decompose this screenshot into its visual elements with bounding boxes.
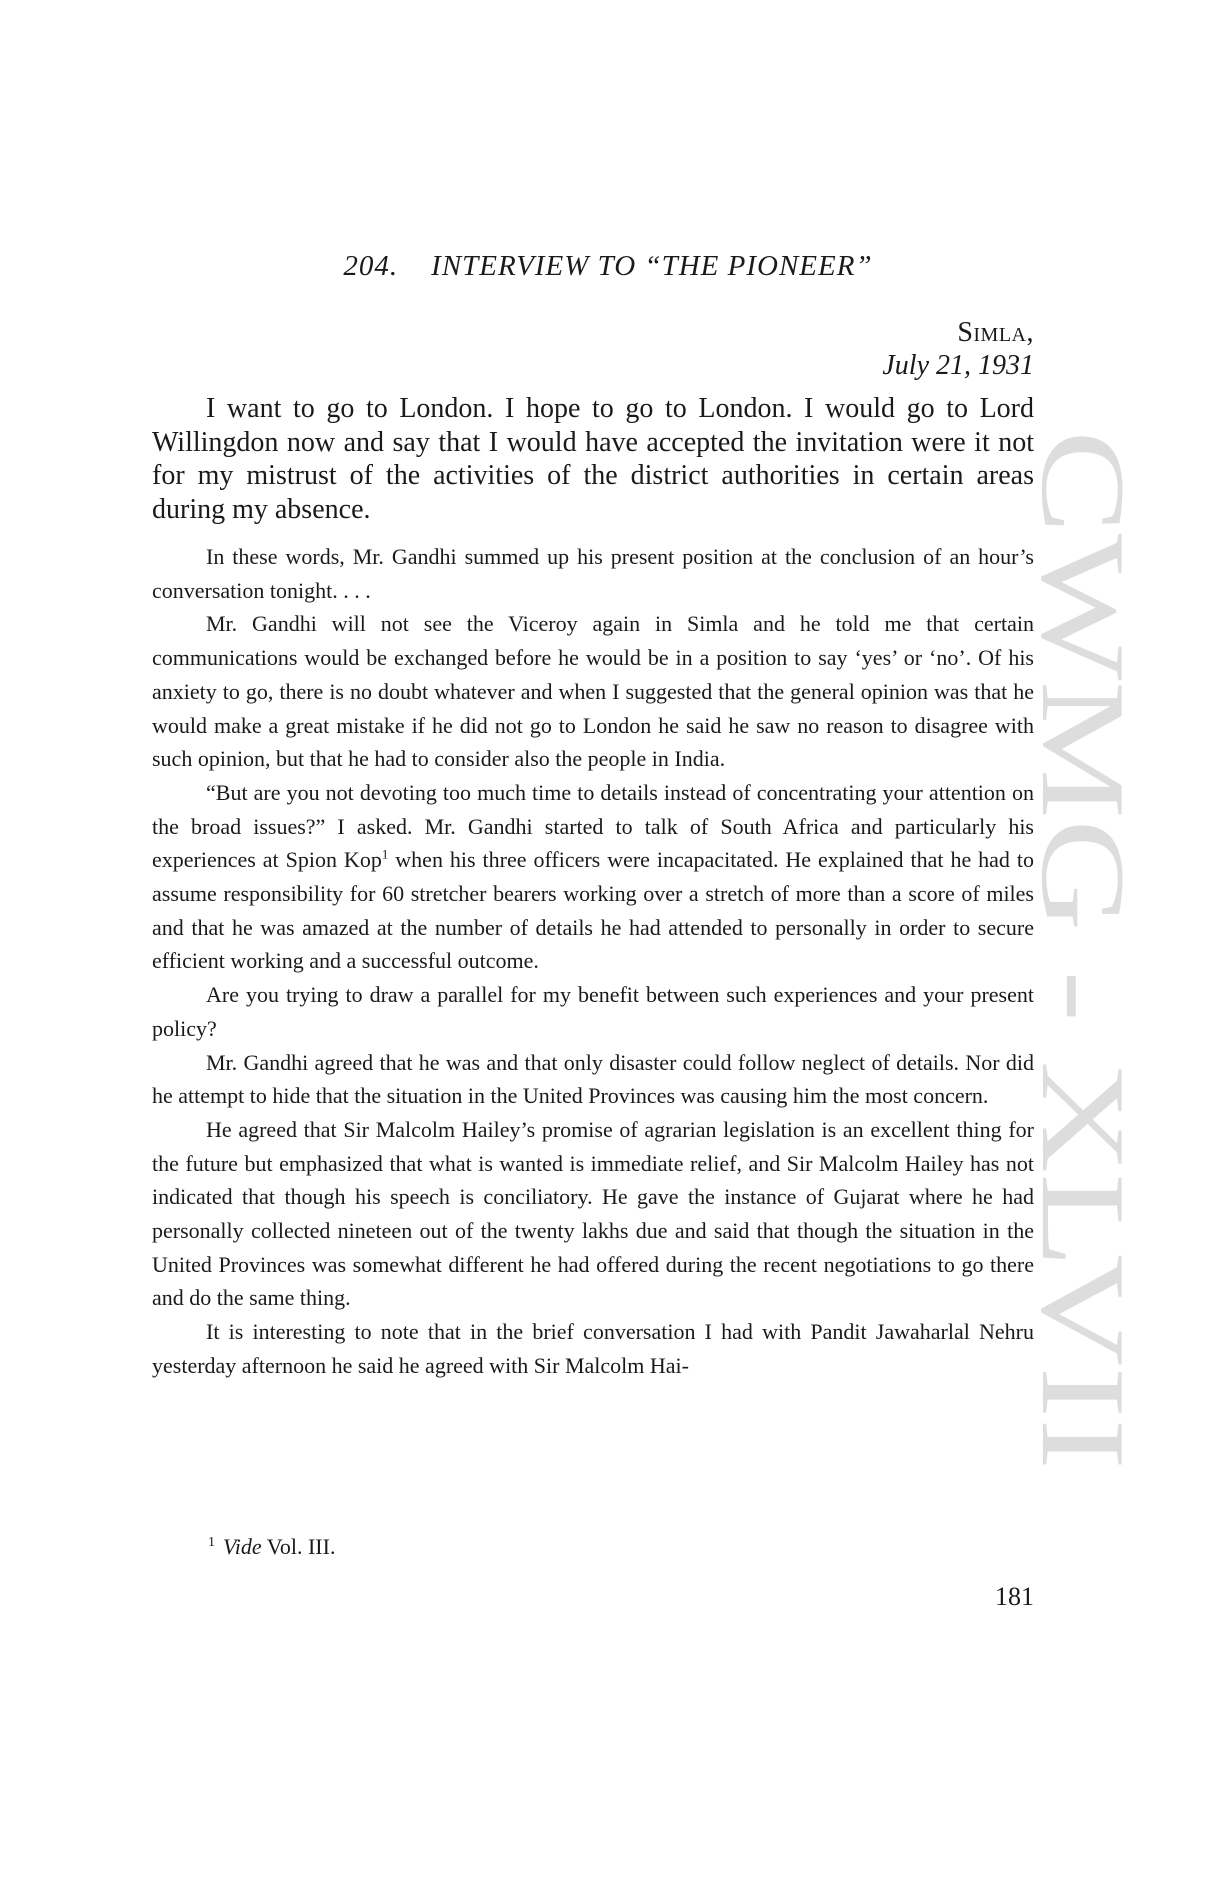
paragraph-text: “But are you not devoting too much time to details instead of concentrating your attention on the broad issues?” I asked. Mr. Gandhi started to talk of South Africa and particularly his experiences at Spion Kop [152, 779, 1034, 873]
page-number: 181 [995, 1582, 1034, 1611]
paragraph: He agreed that Sir Malcolm Hailey’s promise of agrarian legislation is an excellent thing for the future but emphasized that what is wanted is immediate relief, and Sir Malcolm Hailey has not indicated that though his speech is conciliatory. He gave the instance of Gujarat where he had personally collected nineteen out of the twenty lakhs due and said that though the situation in the United Provinces was somewhat different he had offered during the recent negotiations to go there and do the same thing. [152, 1116, 1034, 1311]
dateline-place: Simla, [957, 317, 1034, 348]
footnote-ref: 1 [381, 847, 389, 862]
watermark [1003, 430, 1203, 1480]
footnote-text: Vol. III. [266, 1534, 336, 1559]
paragraph: Are you trying to draw a parallel for my benefit between such experiences and your present policy? [152, 982, 1034, 1041]
heading-number: 204. [343, 250, 399, 282]
dateline-date: July 21, 1931 [882, 350, 1034, 381]
paragraph: Mr. Gandhi will not see the Viceroy again in Simla and he told me that certain communications would be exchanged before he would be in a position to say ‘yes’ or ‘no’. Of his anxiety to go, there is no doubt whatever and when I suggested that the general opinion was that he would make a great mistake if he did not go to London he said he saw no reason to disagree with such opinion, but that he had to consider also the people in India. [152, 611, 1034, 772]
heading-title: INTERVIEW TO “THE PIONEER” [431, 250, 873, 282]
footnote-number: 1 [208, 1534, 215, 1550]
body-text [152, 540, 1034, 1383]
footnote [208, 1534, 335, 1560]
lead-paragraph: I want to go to London. I hope to go to London. I would go to Lord Willingdon now and say that I would have accepted the invitation were it not for my mistrust of the activities of the district authorities in certain areas during my absence. [152, 393, 1034, 525]
page-title [152, 250, 1034, 283]
paragraph: In these words, Mr. Gandhi summed up his present position at the conclusion of an hour’s conversation tonight. . . . [152, 544, 1034, 603]
paragraph [152, 776, 1034, 978]
paragraph-text: when his three officers were incapacitated. He explained that he had to assume responsibility for 60 stretcher bearers working over a stretch of more than a score of miles and that he was amazed at the number of details he had attended to personally in order to secure efficient working and a successful outcome. [152, 847, 1035, 974]
watermark-text: CWMG - XLVII [1017, 430, 1150, 1233]
paragraph: Mr. Gandhi agreed that he was and that only disaster could follow neglect of details. Nor did he attempt to hide that the situation in the United Provinces was causing him the most concern. [152, 1049, 1034, 1109]
paragraph: It is interesting to note that in the brief conversation I had with Pandit Jawaharlal Nehru yesterday afternoon he said he agreed with Sir Malcolm Hai- [152, 1319, 1034, 1378]
footnote-italic: Vide [223, 1534, 262, 1559]
